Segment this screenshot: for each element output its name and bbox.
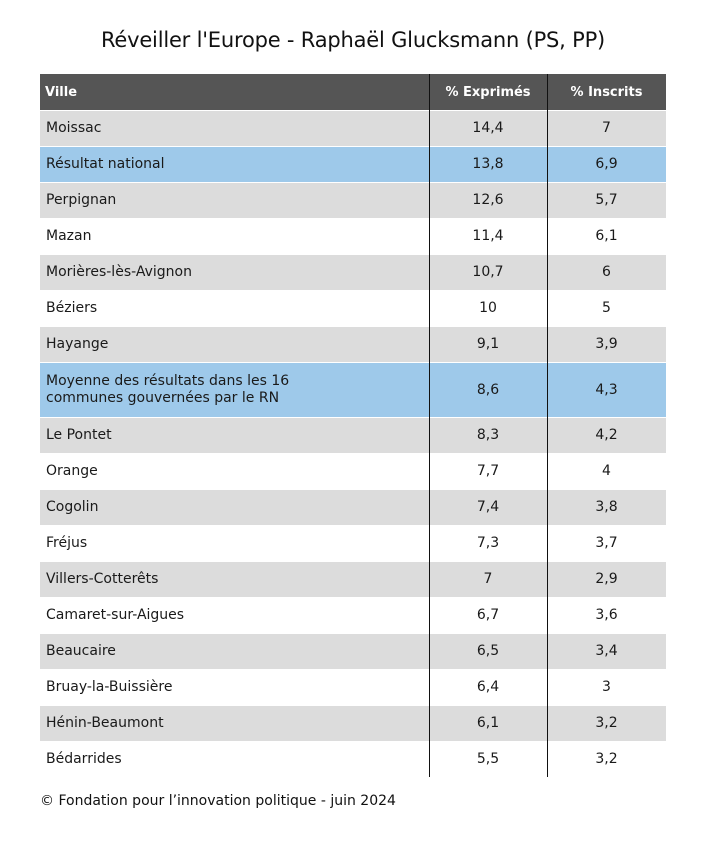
header-ville: Ville [45,84,78,100]
cell-exprimes: 11,4 [472,228,504,244]
cell-exprimes: 10,7 [472,264,504,280]
cell-exprimes: 6,4 [476,679,500,695]
cell-inscrits: 4,2 [595,427,618,443]
table-row [40,326,666,362]
cell-exprimes: 6,5 [476,643,500,659]
cell-exprimes: 7 [483,571,493,587]
table-row [40,290,666,326]
cell-ville: Fréjus [46,535,88,551]
table-row [40,182,666,218]
cell-exprimes: 12,6 [472,192,504,208]
cell-inscrits: 3 [602,679,611,695]
cell-inscrits: 5 [602,300,611,316]
table-row [40,741,666,777]
cell-inscrits: 2,9 [595,571,618,587]
cell-ville: Moissac [46,120,102,136]
cell-inscrits: 4 [602,463,611,479]
cell-exprimes: 9,1 [476,336,500,352]
cell-inscrits: 3,2 [595,715,618,731]
cell-ville: Villers-Cotterêts [46,571,159,587]
cell-exprimes: 5,5 [476,751,500,767]
cell-exprimes: 6,7 [476,607,500,623]
cell-ville: Le Pontet [46,427,112,443]
cell-inscrits: 3,8 [595,499,618,515]
cell-ville: Bruay-la-Buissière [46,679,173,695]
cell-inscrits: 6,9 [595,156,618,172]
cell-inscrits: 7 [602,120,611,136]
cell-exprimes: 14,4 [472,120,504,136]
table-row [40,110,666,146]
cell-ville: Beaucaire [46,643,116,659]
cell-ville: Moyenne des résultats dans les 16 communes gouvernées par le RN [46,373,290,406]
table-row [40,254,666,290]
cell-exprimes: 6,1 [476,715,500,731]
cell-inscrits: 6,1 [595,228,618,244]
cell-inscrits: 6 [602,264,611,280]
column-divider [547,74,548,777]
cell-ville: Camaret-sur-Aigues [46,607,185,623]
header-exprimes: % Exprimés [445,84,531,100]
table-row [40,525,666,561]
cell-inscrits: 3,7 [595,535,618,551]
table-row [40,669,666,705]
cell-exprimes: 13,8 [472,156,504,172]
cell-exprimes: 7,3 [476,535,500,551]
table-row [40,705,666,741]
results-table [40,74,666,777]
table-row [40,633,666,669]
cell-exprimes: 7,4 [476,499,500,515]
table-row [40,489,666,525]
cell-inscrits: 4,3 [595,381,618,398]
cell-ville: Perpignan [46,192,117,208]
cell-inscrits: 3,2 [595,751,618,767]
chart-title: Réveiller l'Europe - Raphaël Glucksmann (PS, PP) [100,28,606,52]
cell-ville: Résultat national [46,156,165,172]
cell-inscrits: 3,4 [595,643,618,659]
cell-ville: Béziers [46,300,98,316]
cell-inscrits: 3,6 [595,607,618,623]
cell-ville: Orange [46,463,98,479]
table-row [40,561,666,597]
header-inscrits: % Inscrits [570,84,643,100]
source-footer: © Fondation pour l’innovation politique - juin 2024 [40,793,396,809]
cell-exprimes: 8,3 [476,427,500,443]
table-row [40,597,666,633]
table-row [40,218,666,254]
cell-exprimes: 10 [479,300,497,316]
cell-ville: Hayange [46,336,109,352]
cell-ville: Bédarrides [46,751,122,767]
table-row [40,417,666,453]
cell-exprimes: 7,7 [476,463,500,479]
table-row [40,453,666,489]
table-row [40,362,666,417]
table-row [40,146,666,182]
cell-ville: Cogolin [46,499,99,515]
cell-ville: Mazan [46,228,92,244]
cell-inscrits: 5,7 [595,192,618,208]
column-divider [429,74,430,777]
cell-ville: Morières-lès-Avignon [46,264,192,280]
table-header [40,74,666,110]
cell-inscrits: 3,9 [595,336,618,352]
cell-ville: Hénin-Beaumont [46,715,164,731]
cell-exprimes: 8,6 [476,381,500,398]
